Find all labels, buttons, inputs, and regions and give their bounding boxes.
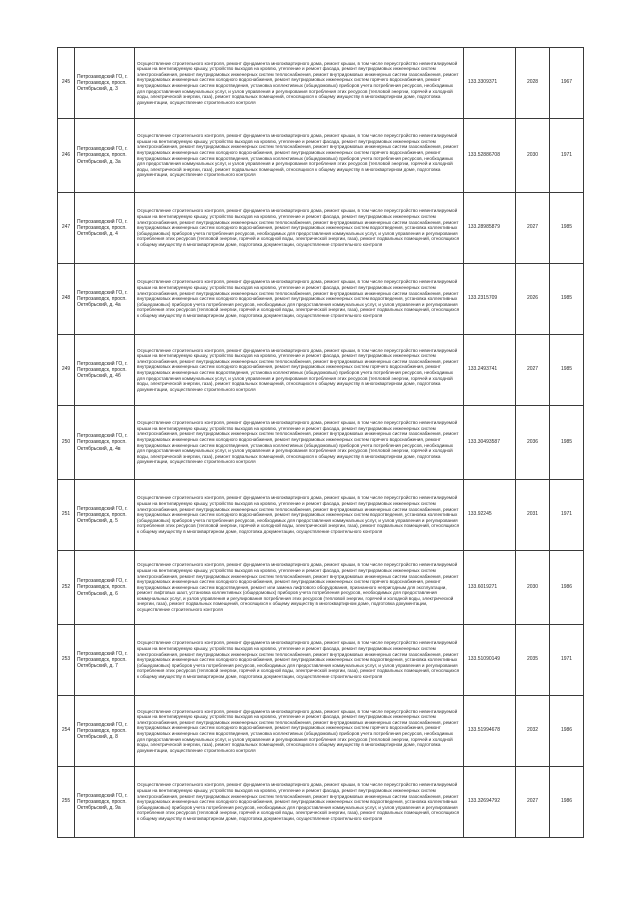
row-built-year: 1986 [550, 551, 584, 625]
row-address: Петрозаводский ГО, г. Петрозаводск, просп. Октябрьский, д. 8 [75, 696, 135, 767]
row-built-year: 1985 [550, 264, 584, 335]
row-number: 252 [58, 551, 75, 625]
row-year: 2027 [516, 335, 550, 406]
row-number: 245 [58, 48, 75, 119]
row-address: Петрозаводский ГО, г. Петрозаводск, просп. Октябрьский, д. 4в [75, 406, 135, 480]
row-description: Осуществление строительного контроля, ремонт фундамента многоквартирного дома, ремонт крыши, в том числе переустройство невентилируемой крыши на вентилируемую крышу, устройство выходов на кровлю, утепление и ремонт фасада, ремонт внутридомовых инженерных систем электроснабжения, ремонт внутридомовых инженерных систем теплоснабжения, ремонт внутридомовых инженерных систем газоснабжения, ремонт внутридомовых инженерных систем холодного водоснабжения, ремонт внутридомовых инженерных систем водоотведения, установка коллективных (общедомовых) приборов учета потребления ресурсов, необходимых для предоставления коммунальных услуг, и узлов управления и регулирования потребления этих ресурсов (тепловой энергии, горячей и холодной воды, электрической энергии, газа), ремонт подвальных помещений, относящихся к общему имуществу в многоквартирном доме, подготовка документации, осуществление строительного контроля [135, 767, 464, 838]
row-description: Осуществление строительного контроля, ремонт фундамента многоквартирного дома, ремонт крыши, в том числе переустройство невентилируемой крыши на вентилируемую крышу, устройство выходов на кровлю, утепление и ремонт фасада, ремонт внутридомовых инженерных систем электроснабжения, ремонт внутридомовых инженерных систем теплоснабжения, ремонт внутридомовых инженерных систем газоснабжения, ремонт внутридомовых инженерных систем холодного водоснабжения, ремонт внутридомовых инженерных систем горячего водоснабжения, ремонт внутридомовых инженерных систем водоотведения, установка коллективных (общедомовых) приборов учета потребления ресурсов, необходимых для предоставления коммунальных услуг, и узлов управления и регулирования потребления этих ресурсов (тепловой энергии, горячей и холодной воды, электрической энергии, газа), ремонт подвальных помещений, относящихся к общему имуществу в многоквартирном доме, подготовка документации, осуществление строительного контроля [135, 406, 464, 480]
row-number: 247 [58, 193, 75, 264]
row-built-year: 1985 [550, 406, 584, 480]
table-row [58, 480, 584, 551]
row-built-year: 1971 [550, 625, 584, 696]
row-number: 246 [58, 119, 75, 193]
row-cost: 133.32694792 [464, 767, 516, 838]
table-row [58, 551, 584, 625]
row-description: Осуществление строительного контроля, ремонт фундамента многоквартирного дома, ремонт крыши, в том числе переустройство невентилируемой крыши на вентилируемую крышу, устройство выходов на кровлю, утепление и ремонт фасада, ремонт внутридомовых инженерных систем электроснабжения, ремонт внутридомовых инженерных систем теплоснабжения, ремонт внутридомовых инженерных систем газоснабжения, ремонт внутридомовых инженерных систем холодного водоснабжения, ремонт внутридомовых инженерных систем водоотведения, установка коллективных (общедомовых) приборов учета потребления ресурсов, необходимых для предоставления коммунальных услуг, и узлов управления и регулирования потребления этих ресурсов (тепловой энергии, горячей и холодной воды, электрической энергии, газа), ремонт подвальных помещений, относящихся к общему имуществу в многоквартирном доме, подготовка документации, осуществление строительного контроля [135, 625, 464, 696]
row-built-year: 1986 [550, 767, 584, 838]
row-year: 2036 [516, 406, 550, 480]
works-table [57, 47, 584, 838]
row-built-year: 1985 [550, 193, 584, 264]
row-cost: 133.51994678 [464, 696, 516, 767]
row-description: Осуществление строительного контроля, ремонт фундамента многоквартирного дома, ремонт крыши, в том числе переустройство невентилируемой крыши на вентилируемую крышу, устройство выходов на кровлю, утепление и ремонт фасада, ремонт внутридомовых инженерных систем электроснабжения, ремонт внутридомовых инженерных систем теплоснабжения, ремонт внутридомовых инженерных систем газоснабжения, ремонт внутридомовых инженерных систем холодного водоснабжения, ремонт внутридомовых инженерных систем горячего водоснабжения, ремонт внутридомовых инженерных систем водоотведения, установка коллективных (общедомовых) приборов учета потребления ресурсов, необходимых для предоставления коммунальных услуг, и узлов управления и регулирования потребления этих ресурсов (тепловой энергии, горячей и холодной воды, электрической энергии, газа), ремонт подвальных помещений, относящихся к общему имуществу в многоквартирном доме, подготовка документации, осуществление строительного контроля [135, 119, 464, 193]
row-address: Петрозаводский ГО, г. Петрозаводск, просп. Октябрьский, д. 4б [75, 335, 135, 406]
row-address: Петрозаводский ГО, г. Петрозаводск, просп. Октябрьский, д. 7 [75, 625, 135, 696]
row-year: 2032 [516, 696, 550, 767]
row-cost: 133.2493741 [464, 335, 516, 406]
row-cost: 133.2315709 [464, 264, 516, 335]
table-row [58, 193, 584, 264]
row-description: Осуществление строительного контроля, ремонт фундамента многоквартирного дома, ремонт крыши, в том числе переустройство невентилируемой крыши на вентилируемую крышу, устройство выходов на кровлю, утепление и ремонт фасада, ремонт внутридомовых инженерных систем электроснабжения, ремонт внутридомовых инженерных систем теплоснабжения, ремонт внутридомовых инженерных систем газоснабжения, ремонт внутридомовых инженерных систем холодного водоснабжения, ремонт внутридомовых инженерных систем водоотведения, установка коллективных (общедомовых) приборов учета потребления ресурсов, необходимых для предоставления коммунальных услуг, и узлов управления и регулирования потребления этих ресурсов (тепловой энергии, горячей и холодной воды, электрической энергии, газа), ремонт подвальных помещений, относящихся к общему имуществу в многоквартирном доме, подготовка документации, осуществление строительного контроля [135, 480, 464, 551]
row-built-year: 1971 [550, 480, 584, 551]
row-number: 254 [58, 696, 75, 767]
row-cost: 133.52886708 [464, 119, 516, 193]
row-description: Осуществление строительного контроля, ремонт фундамента многоквартирного дома, ремонт крыши, в том числе переустройство невентилируемой крыши на вентилируемую крышу, устройство выходов на кровлю, утепление и ремонт фасада, ремонт внутридомовых инженерных систем электроснабжения, ремонт внутридомовых инженерных систем теплоснабжения, ремонт внутридомовых инженерных систем газоснабжения, ремонт внутридомовых инженерных систем холодного водоснабжения, ремонт внутридомовых инженерных систем горячего водоснабжения, ремонт внутридомовых инженерных систем водоотведения, установка коллективных (общедомовых) приборов учета потребления ресурсов, необходимых для предоставления коммунальных услуг, и узлов управления и регулирования потребления этих ресурсов (тепловой энергии, горячей и холодной воды, электрической энергии, газа), ремонт подвальных помещений, относящихся к общему имуществу в многоквартирном доме, подготовка документации, осуществление строительного контроля [135, 335, 464, 406]
row-address: Петрозаводский ГО, г. Петрозаводск, просп. Октябрьский, д. 9а [75, 767, 135, 838]
row-description: Осуществление строительного контроля, ремонт фундамента многоквартирного дома, ремонт крыши, в том числе переустройство невентилируемой крыши на вентилируемую крышу, устройство выходов на кровлю, утепление и ремонт фасада, ремонт внутридомовых инженерных систем электроснабжения, ремонт внутридомовых инженерных систем теплоснабжения, ремонт внутридомовых инженерных систем газоснабжения, ремонт внутридомовых инженерных систем холодного водоснабжения, ремонт внутридомовых инженерных систем горячего водоснабжения, ремонт внутридомовых инженерных систем водоотведения, ремонт или замена лифтового оборудования, признанного непригодным для эксплуатации, ремонт лифтовых шахт, установка коллективных (общедомовых) приборов учета потребления ресурсов, необходимых для предоставления коммунальных услуг, и узлов управления и регулирования потребления этих ресурсов (тепловой энергии, горячей и холодной воды, электрической энергии, газа), ремонт подвальных помещений, относящихся к общему имуществу в многоквартирном доме, подготовка документации, осуществление строительного контроля [135, 551, 464, 625]
row-description: Осуществление строительного контроля, ремонт фундамента многоквартирного дома, ремонт крыши, в том числе переустройство невентилируемой крыши на вентилируемую крышу, устройство выходов на кровлю, утепление и ремонт фасада, ремонт внутридомовых инженерных систем электроснабжения, ремонт внутридомовых инженерных систем теплоснабжения, ремонт внутридомовых инженерных систем газоснабжения, ремонт внутридомовых инженерных систем холодного водоснабжения, ремонт внутридомовых инженерных систем водоотведения, установка коллективных (общедомовых) приборов учета потребления ресурсов, необходимых для предоставления коммунальных услуг, и узлов управления и регулирования потребления этих ресурсов (тепловой энергии, горячей и холодной воды, электрической энергии, газа), ремонт подвальных помещений, относящихся к общему имуществу в многоквартирном доме, подготовка документации, осуществление строительного контроля [135, 193, 464, 264]
row-address: Петрозаводский ГО, г. Петрозаводск, просп. Октябрьский, д. 6 [75, 551, 135, 625]
row-address: Петрозаводский ГО, г. Петрозаводск, просп. Октябрьский, д. 3а [75, 119, 135, 193]
row-year: 2035 [516, 625, 550, 696]
row-description: Осуществление строительного контроля, ремонт фундамента многоквартирного дома, ремонт крыши, в том числе переустройство невентилируемой крыши на вентилируемую крышу, устройство выходов на кровлю, утепление и ремонт фасада, ремонт внутридомовых инженерных систем электроснабжения, ремонт внутридомовых инженерных систем теплоснабжения, ремонт внутридомовых инженерных систем газоснабжения, ремонт внутридомовых инженерных систем холодного водоснабжения, ремонт внутридомовых инженерных систем горячего водоснабжения, ремонт внутридомовых инженерных систем водоотведения, установка коллективных (общедомовых) приборов учета потребления ресурсов, необходимых для предоставления коммунальных услуг, и узлов управления и регулирования потребления этих ресурсов (тепловой энергии, горячей и холодной воды, электрической энергии, газа), ремонт подвальных помещений, относящихся к общему имуществу в многоквартирном доме, подготовка документации, осуществление строительного контроля [135, 696, 464, 767]
row-year: 2028 [516, 48, 550, 119]
row-year: 2030 [516, 551, 550, 625]
row-built-year: 1985 [550, 335, 584, 406]
table-row [58, 48, 584, 119]
row-year: 2027 [516, 193, 550, 264]
row-built-year: 1971 [550, 119, 584, 193]
works-table-page [57, 47, 584, 838]
row-description: Осуществление строительного контроля, ремонт фундамента многоквартирного дома, ремонт крыши, в том числе переустройство невентилируемой крыши на вентилируемую крышу, устройство выходов на кровлю, утепление и ремонт фасада, ремонт внутридомовых инженерных систем электроснабжения, ремонт внутридомовых инженерных систем теплоснабжения, ремонт внутридомовых инженерных систем газоснабжения, ремонт внутридомовых инженерных систем холодного водоснабжения, ремонт внутридомовых инженерных систем водоотведения, установка коллективных (общедомовых) приборов учета потребления ресурсов, необходимых для предоставления коммунальных услуг, и узлов управления и регулирования потребления этих ресурсов (тепловой энергии, горячей и холодной воды, электрической энергии, газа), ремонт подвальных помещений, относящихся к общему имуществу в многоквартирном доме, подготовка документации, осуществление строительного контроля [135, 264, 464, 335]
table-row [58, 696, 584, 767]
row-number: 251 [58, 480, 75, 551]
row-number: 249 [58, 335, 75, 406]
table-row [58, 335, 584, 406]
row-description: Осуществление строительного контроля, ремонт фундамента многоквартирного дома, ремонт крыши, в том числе переустройство невентилируемой крыши на вентилируемую крышу, устройство выходов на кровлю, утепление и ремонт фасада, ремонт внутридомовых инженерных систем электроснабжения, ремонт внутридомовых инженерных систем теплоснабжения, ремонт внутридомовых инженерных систем газоснабжения, ремонт внутридомовых инженерных систем холодного водоснабжения, ремонт внутридомовых инженерных систем горячего водоснабжения, ремонт внутридомовых инженерных систем водоотведения, установка коллективных (общедомовых) приборов учета потребления ресурсов, необходимых для предоставления коммунальных услуг, и узлов управления и регулирования потребления этих ресурсов (тепловой энергии, горячей и холодной воды, электрической энергии, газа), ремонт подвальных помещений, относящихся к общему имуществу в многоквартирном доме, подготовка документации, осуществление строительного контроля [135, 48, 464, 119]
row-year: 2026 [516, 264, 550, 335]
row-cost: 133.6019271 [464, 551, 516, 625]
row-built-year: 1967 [550, 48, 584, 119]
table-row [58, 767, 584, 838]
table-row [58, 264, 584, 335]
row-number: 255 [58, 767, 75, 838]
table-row [58, 406, 584, 480]
table-row [58, 625, 584, 696]
row-cost: 133.3309371 [464, 48, 516, 119]
row-number: 250 [58, 406, 75, 480]
row-cost: 133.92245 [464, 480, 516, 551]
row-number: 248 [58, 264, 75, 335]
row-cost: 133.30493587 [464, 406, 516, 480]
row-number: 253 [58, 625, 75, 696]
row-year: 2030 [516, 119, 550, 193]
row-year: 2027 [516, 767, 550, 838]
row-built-year: 1986 [550, 696, 584, 767]
row-address: Петрозаводский ГО, г. Петрозаводск, просп. Октябрьский, д. 5 [75, 480, 135, 551]
row-address: Петрозаводский ГО, г. Петрозаводск, просп. Октябрьский, д. 3 [75, 48, 135, 119]
table-row [58, 119, 584, 193]
row-year: 2031 [516, 480, 550, 551]
row-cost: 133.51090149 [464, 625, 516, 696]
row-address: Петрозаводский ГО, г. Петрозаводск, просп. Октябрьский, д. 4а [75, 264, 135, 335]
row-cost: 133.28985879 [464, 193, 516, 264]
row-address: Петрозаводский ГО, г. Петрозаводск, просп. Октябрьский, д. 4 [75, 193, 135, 264]
